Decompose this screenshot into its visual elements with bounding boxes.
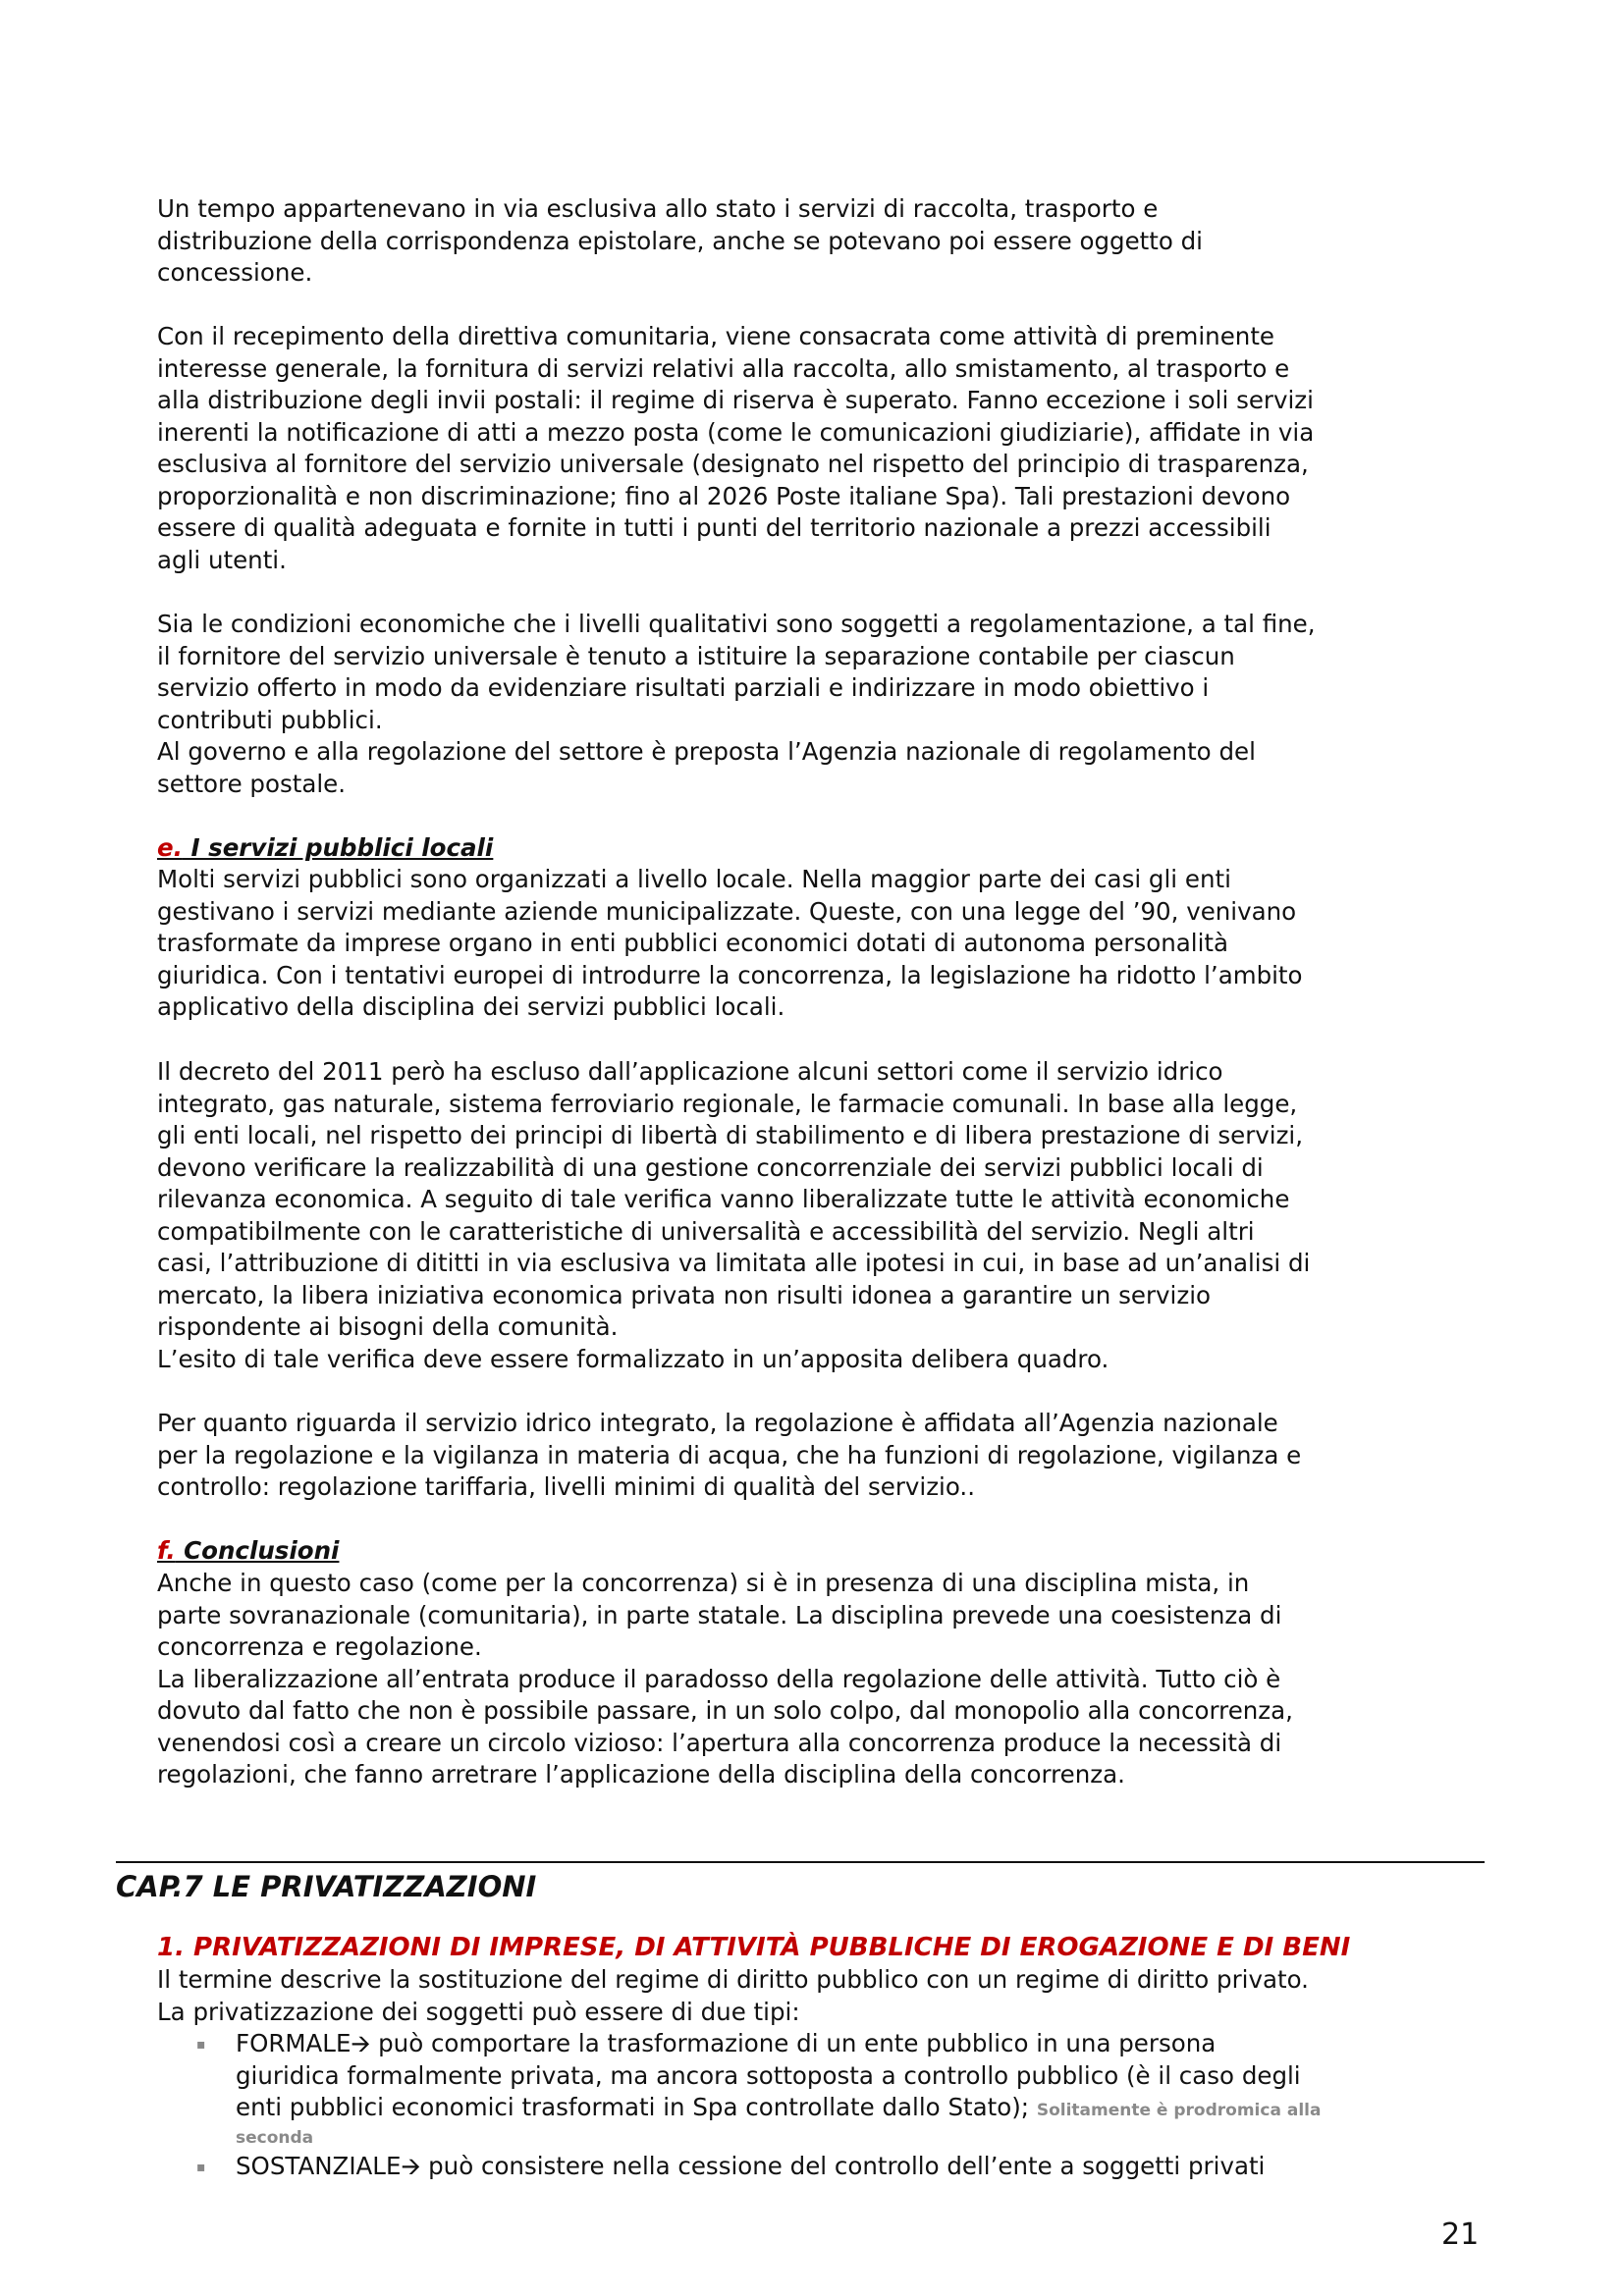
text-line: gli enti locali, nel rispetto dei principi di libertà di stabilimento e di libera prestazione di servizi, — [157, 1121, 1304, 1149]
text-line: contributi pubblici. — [157, 705, 383, 734]
text-line: Il decreto del 2011 però ha escluso dall’applicazione alcuni settori come il servizio idrico — [157, 1057, 1223, 1086]
text-line: parte sovranazionale (comunitaria), in parte statale. La disciplina prevede una coesistenza di — [157, 1600, 1282, 1629]
page-number: 21 — [1441, 2217, 1480, 2252]
text-line: Al governo e alla regolazione del settore è preposta l’Agenzia nazionale di regolamento del — [157, 737, 1256, 766]
text-line: Il termine descrive la sostituzione del regime di diritto pubblico con un regime di diritto privato. — [157, 1965, 1309, 1994]
text-line: controllo: regolazione tariffaria, livelli minimi di qualità del servizio.. — [157, 1472, 975, 1501]
section-title: I servizi pubblici locali — [182, 833, 494, 862]
text-line: applicativo della disciplina dei servizi pubblici locali. — [157, 992, 785, 1021]
paragraph-regulation — [157, 609, 1492, 800]
paragraph-local-services — [157, 864, 1492, 1024]
text-line: La privatizzazione dei soggetti può essere di due tipi: — [157, 1997, 800, 2026]
chapter-subheading: 1. PRIVATIZZAZIONI DI IMPRESE, DI ATTIVITÀ PUBBLICHE DI EROGAZIONE E DI BENI — [157, 1933, 1351, 1962]
text-line: Con il recepimento della direttiva comunitaria, viene consacrata come attività di preminente — [157, 322, 1274, 350]
bullet-square-icon: ▪ — [196, 2159, 206, 2175]
list-item-sostanziale — [157, 2151, 1492, 2183]
text-line: distribuzione della corrispondenza epistolare, anche se potevano poi essere oggetto di — [157, 226, 1203, 255]
text-line: alla distribuzione degli invii postali: il regime di riserva è superato. Fanno eccezione i soli servizi — [157, 386, 1314, 414]
paragraph-privatization-intro — [157, 1964, 1492, 2028]
text-line: giuridica. Con i tentativi europei di introdurre la concorrenza, la legislazione ha ridotto l’ambito — [157, 960, 1303, 989]
chapter-divider — [116, 1861, 1485, 1863]
text-line: Anche in questo caso (come per la concorrenza) si è in presenza di una disciplina mista, in — [157, 1569, 1250, 1597]
paragraph-decree-2011 — [157, 1056, 1492, 1375]
margin-note-continuation: seconda — [236, 2127, 314, 2148]
paragraph-postal-history — [157, 193, 1492, 290]
text-line: mercato, la libera iniziativa economica privata non risulti idonea a garantire un servizio — [157, 1280, 1211, 1309]
paragraph-conclusions — [157, 1568, 1492, 1791]
text-line: venendosi così a creare un circolo vizioso: l’apertura alla concorrenza produce la necessità di — [157, 1728, 1282, 1757]
text-line: proporzionalità e non discriminazione; fino al 2026 Poste italiane Spa). Tali prestazioni devono — [157, 481, 1291, 510]
text-line: casi, l’attribuzione di dititti in via esclusiva va limitata alle ipotesi in cui, in base ad un’analisi di — [157, 1249, 1311, 1277]
text-line: dovuto dal fatto che non è possibile passare, in un solo colpo, dal monopolio alla concorrenza, — [157, 1696, 1293, 1725]
privatization-types-list — [157, 2028, 1492, 2182]
text-line: Per quanto riguarda il servizio idrico integrato, la regolazione è affidata all’Agenzia nazionale — [157, 1409, 1278, 1437]
section-letter: e. — [157, 833, 183, 862]
text-line: servizio offerto in modo da evidenziare risultati parziali e indirizzare in modo obiettivo i — [157, 673, 1210, 702]
paragraph-eu-directive — [157, 321, 1492, 576]
text-line: settore postale. — [157, 769, 347, 798]
text-line — [236, 2092, 1492, 2127]
list-item-formale — [157, 2028, 1492, 2149]
text-line: L’esito di tale verifica deve essere formalizzato in un’apposita delibera quadro. — [157, 1344, 1109, 1373]
text-line: per la regolazione e la vigilanza in materia di acqua, che ha funzioni di regolazione, vigilanza e — [157, 1440, 1302, 1469]
text-line: essere di qualità adeguata e fornite in tutti i punti del territorio nazionale a prezzi accessibili — [157, 513, 1271, 542]
text-line: integrato, gas naturale, sistema ferroviario regionale, le farmacie comunali. In base alla legge, — [157, 1089, 1298, 1118]
text-line: Un tempo appartenevano in via esclusiva allo stato i servizi di raccolta, trasporto e — [157, 194, 1159, 223]
text-line: Molti servizi pubblici sono organizzati a livello locale. Nella maggior parte dei casi gli enti — [157, 865, 1231, 893]
text-fragment: enti pubblici economici trasformati in Spa controllate dallo Stato); — [236, 2093, 1030, 2121]
text-line: gestivano i servizi mediante aziende municipalizzate. Queste, con una legge del ’90, venivano — [157, 896, 1297, 926]
text-line: concorrenza e regolazione. — [157, 1632, 482, 1661]
text-line: esclusiva al fornitore del servizio universale (designato nel rispetto del principio di trasparenza, — [157, 450, 1309, 478]
section-title: Conclusioni — [175, 1536, 340, 1565]
text-line: regolazioni, che fanno arretrare l’applicazione della disciplina della concorrenza. — [157, 1760, 1125, 1789]
text-line: trasformate da imprese organo in enti pubblici economici dotati di autonoma personalità — [157, 929, 1229, 957]
text-line: SOSTANZIALE🡪 può consistere nella cessione del controllo dell’ente a soggetti privati — [236, 2151, 1266, 2180]
text-line: rispondente ai bisogni della comunità. — [157, 1312, 619, 1341]
text-line: giuridica formalmente privata, ma ancora sottoposta a controllo pubblico (è il caso degli — [236, 2060, 1301, 2090]
margin-note: Solitamente è prodromica alla — [1036, 2101, 1322, 2120]
text-line: La liberalizzazione all’entrata produce il paradosso della regolazione delle attività. Tutto ciò è — [157, 1664, 1281, 1693]
section-letter: f. — [157, 1536, 176, 1565]
paragraph-water-service — [157, 1408, 1492, 1504]
text-line: inerenti la notificazione di atti a mezzo posta (come le comunicazioni giudiziarie), affidate in via — [157, 417, 1315, 447]
text-line: compatibilmente con le caratteristiche di universalità e accessibilità del servizio. Negli altri — [157, 1216, 1255, 1246]
chapter-title: CAP.7 LE PRIVATIZZAZIONI — [116, 1870, 537, 1903]
text-line: agli utenti. — [157, 545, 287, 574]
text-line: il fornitore del servizio universale è tenuto a istituire la separazione contabile per ciascun — [157, 641, 1235, 670]
text-line: interesse generale, la fornitura di servizi relativi alla raccolta, allo smistamento, al trasporto e — [157, 353, 1290, 383]
text-line: Sia le condizioni economiche che i livelli qualitativi sono soggetti a regolamentazione, a tal fine, — [157, 610, 1316, 638]
text-line: FORMALE🡪 può comportare la trasformazione di un ente pubblico in una persona — [236, 2029, 1217, 2057]
section-heading-e — [157, 832, 493, 865]
bullet-square-icon: ▪ — [196, 2037, 206, 2053]
text-line: devono verificare la realizzabilità di una gestione concorrenziale dei servizi pubblici locali di — [157, 1152, 1264, 1182]
text-line: concessione. — [157, 258, 313, 287]
text-line: rilevanza economica. A seguito di tale verifica vanno liberalizzate tutte le attività economiche — [157, 1185, 1290, 1213]
section-heading-f — [157, 1535, 339, 1568]
